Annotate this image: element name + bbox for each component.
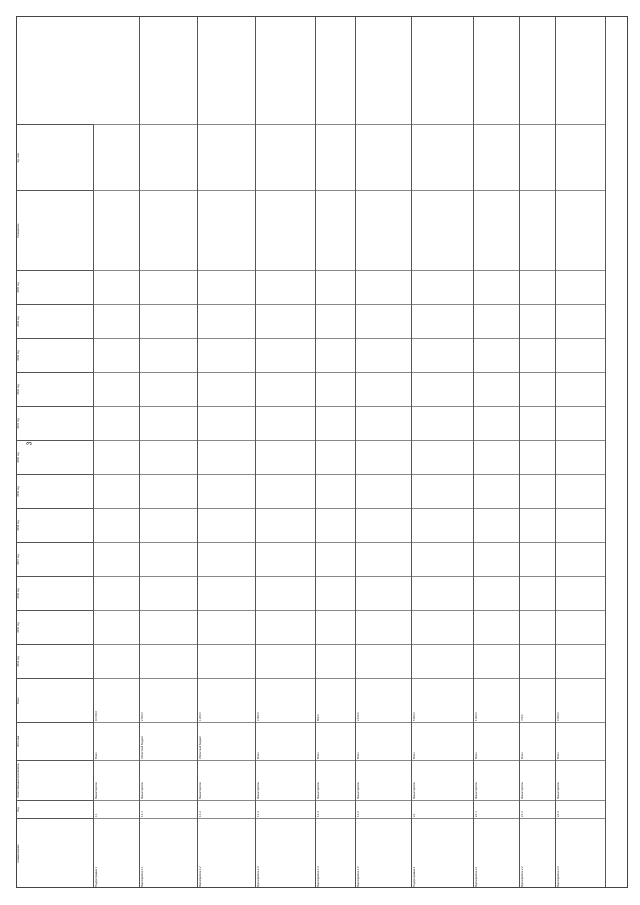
table-cell bbox=[474, 270, 519, 304]
table-cell bbox=[412, 372, 473, 406]
table-cell bbox=[316, 124, 355, 190]
table-cell bbox=[198, 304, 255, 338]
table-cell bbox=[256, 576, 315, 610]
header-label: 2018 год bbox=[17, 520, 20, 531]
table-cell bbox=[520, 508, 555, 542]
table-cell bbox=[556, 304, 605, 338]
table-cell bbox=[520, 270, 555, 304]
table-row bbox=[140, 16, 198, 888]
table-cell bbox=[140, 440, 197, 474]
header-label: Ответственный исполнитель bbox=[17, 763, 20, 798]
table-cell bbox=[256, 372, 315, 406]
table-cell bbox=[556, 542, 605, 576]
table-cell bbox=[94, 270, 139, 304]
header-cell bbox=[16, 722, 94, 760]
header-label: 2014 год bbox=[17, 656, 20, 667]
table-cell: Министерство bbox=[556, 760, 605, 800]
table-cell bbox=[94, 542, 139, 576]
table-cell bbox=[474, 304, 519, 338]
table-cell: 1.1 bbox=[94, 800, 139, 818]
table-cell bbox=[140, 644, 197, 678]
table-cell bbox=[198, 270, 255, 304]
table-cell bbox=[474, 610, 519, 644]
table-cell bbox=[356, 372, 411, 406]
rotated-table bbox=[16, 16, 628, 888]
table-cell: Мероприятие 1.5 bbox=[356, 818, 411, 888]
table-cell bbox=[256, 644, 315, 678]
header-cell bbox=[16, 440, 94, 474]
header-cell bbox=[16, 678, 94, 722]
table-cell bbox=[198, 542, 255, 576]
table-cell bbox=[94, 304, 139, 338]
table-cell bbox=[556, 372, 605, 406]
header-cell bbox=[16, 304, 94, 338]
table-cell bbox=[474, 474, 519, 508]
header-label: Наименование bbox=[17, 844, 20, 863]
table-cell bbox=[412, 610, 473, 644]
table-cell bbox=[412, 474, 473, 508]
table-cell bbox=[140, 542, 197, 576]
table-cell: Всего bbox=[474, 722, 519, 760]
table-cell bbox=[94, 406, 139, 440]
table-cell bbox=[356, 610, 411, 644]
header-cell bbox=[16, 124, 94, 190]
table-cell bbox=[256, 338, 315, 372]
table-cell: Министерство bbox=[412, 760, 473, 800]
table-cell bbox=[316, 270, 355, 304]
table-cell: Министерство bbox=[356, 760, 411, 800]
table-cell bbox=[256, 270, 315, 304]
table-cell: Министерство bbox=[316, 760, 355, 800]
table-cell: Всего bbox=[520, 722, 555, 760]
table-cell bbox=[198, 474, 255, 508]
header-cell bbox=[16, 372, 94, 406]
table-cell bbox=[474, 190, 519, 270]
table-cell bbox=[316, 440, 355, 474]
table-cell: 1.1.5 bbox=[356, 800, 411, 818]
table-cell bbox=[256, 610, 315, 644]
table-row bbox=[198, 16, 256, 888]
table-cell: Всего bbox=[556, 722, 605, 760]
table-cell bbox=[356, 124, 411, 190]
table-cell bbox=[256, 190, 315, 270]
table-cell bbox=[474, 406, 519, 440]
header-cell bbox=[16, 190, 94, 270]
table-cell: Подпрограмма 1 bbox=[94, 818, 139, 888]
table-cell bbox=[316, 644, 355, 678]
table-cell bbox=[94, 372, 139, 406]
table-cell: Мероприятие 1.3 bbox=[256, 818, 315, 888]
table-cell bbox=[356, 190, 411, 270]
table-cell: Министерство bbox=[256, 760, 315, 800]
table-row bbox=[356, 16, 412, 888]
table-cell bbox=[520, 406, 555, 440]
table-cell bbox=[474, 508, 519, 542]
table-cell: Мероприятие 1.2 bbox=[198, 818, 255, 888]
table-cell: 2 100,0 bbox=[356, 678, 411, 722]
table-cell bbox=[256, 474, 315, 508]
table-cell bbox=[556, 474, 605, 508]
header-cell bbox=[16, 508, 94, 542]
table-cell bbox=[198, 406, 255, 440]
table-cell bbox=[256, 124, 315, 190]
table-cell bbox=[316, 406, 355, 440]
table-cell bbox=[198, 190, 255, 270]
header-label: 2017 год bbox=[17, 554, 20, 565]
table-cell bbox=[412, 576, 473, 610]
table-row bbox=[556, 16, 606, 888]
table-cell bbox=[556, 406, 605, 440]
table-cell bbox=[412, 304, 473, 338]
table-cell: 2.1 bbox=[412, 800, 473, 818]
header-label: Всего bbox=[17, 697, 20, 704]
table-cell: 800,0 bbox=[316, 678, 355, 722]
table-cell bbox=[556, 610, 605, 644]
table-cell bbox=[140, 304, 197, 338]
table-cell bbox=[474, 644, 519, 678]
table-cell: Министерство bbox=[94, 760, 139, 800]
table-cell: Мероприятие 2.3 bbox=[556, 818, 605, 888]
table-cell bbox=[198, 338, 255, 372]
table-cell bbox=[474, 542, 519, 576]
header-label: 2016 год bbox=[17, 588, 20, 599]
table-cell bbox=[316, 190, 355, 270]
table-cell bbox=[520, 338, 555, 372]
table-cell: Мероприятие 2.1 bbox=[474, 818, 519, 888]
table-cell: 2.1.3 bbox=[556, 800, 605, 818]
table-cell bbox=[356, 508, 411, 542]
table-cell bbox=[198, 372, 255, 406]
table-cell: Подпрограмма 2 bbox=[412, 818, 473, 888]
table-cell: 1 200,0 bbox=[198, 678, 255, 722]
table-cell bbox=[520, 576, 555, 610]
table-cell bbox=[256, 406, 315, 440]
table-cell bbox=[520, 304, 555, 338]
header-label: 2020 год bbox=[17, 452, 20, 463]
table-cell bbox=[520, 124, 555, 190]
table-cell bbox=[94, 124, 139, 190]
table-body bbox=[94, 16, 606, 888]
table-cell: Всего bbox=[256, 722, 315, 760]
table-cell: Всего bbox=[412, 722, 473, 760]
table-cell bbox=[256, 508, 315, 542]
header-cell bbox=[16, 644, 94, 678]
header-label: 2024 год bbox=[17, 316, 20, 327]
table-cell bbox=[198, 508, 255, 542]
table-cell: Мероприятие 2.2 bbox=[520, 818, 555, 888]
table-cell bbox=[412, 124, 473, 190]
table-cell bbox=[474, 372, 519, 406]
table-row bbox=[316, 16, 356, 888]
table-cell bbox=[140, 338, 197, 372]
header-label: 2019 год bbox=[17, 486, 20, 497]
table-cell bbox=[474, 124, 519, 190]
page-number: 3 bbox=[26, 441, 34, 446]
table-cell bbox=[316, 474, 355, 508]
header-cell bbox=[16, 610, 94, 644]
table-cell bbox=[94, 610, 139, 644]
table-cell bbox=[520, 372, 555, 406]
table-cell bbox=[520, 644, 555, 678]
table-cell bbox=[412, 406, 473, 440]
table-cell: 700,0 bbox=[520, 678, 555, 722]
header-label: 2015 год bbox=[17, 622, 20, 633]
header-label: Код bbox=[17, 807, 20, 812]
table-cell: 2 500,0 bbox=[140, 678, 197, 722]
table-cell: 5 600,0 bbox=[412, 678, 473, 722]
table-cell bbox=[556, 124, 605, 190]
table-cell bbox=[556, 440, 605, 474]
table-cell: Министерство bbox=[474, 760, 519, 800]
header-cell bbox=[16, 818, 94, 888]
table-row bbox=[520, 16, 556, 888]
table-cell: Министерство bbox=[198, 760, 255, 800]
table-cell bbox=[94, 508, 139, 542]
header-cell bbox=[16, 270, 94, 304]
header-label: 2021 год bbox=[17, 418, 20, 429]
table-cell bbox=[140, 124, 197, 190]
table-cell bbox=[520, 440, 555, 474]
table-cell bbox=[412, 644, 473, 678]
table-cell bbox=[140, 610, 197, 644]
table-cell: 2.1.1 bbox=[474, 800, 519, 818]
header-label: 2025 год bbox=[17, 282, 20, 293]
table-cell bbox=[140, 270, 197, 304]
header-label: Ед. изм. bbox=[17, 152, 20, 163]
table-cell bbox=[556, 644, 605, 678]
table-cell bbox=[556, 338, 605, 372]
header-label: 2022 год bbox=[17, 384, 20, 395]
table-cell: 1.1.3 bbox=[256, 800, 315, 818]
table-cell bbox=[256, 440, 315, 474]
header-cell bbox=[16, 474, 94, 508]
table-cell bbox=[316, 576, 355, 610]
table-cell: Всего bbox=[356, 722, 411, 760]
table-cell bbox=[256, 304, 315, 338]
table-cell: Областной бюджет bbox=[198, 722, 255, 760]
header-cell bbox=[16, 760, 94, 800]
header-cell bbox=[16, 576, 94, 610]
table-cell bbox=[356, 338, 411, 372]
table-cell bbox=[316, 508, 355, 542]
table-cell bbox=[474, 576, 519, 610]
table-cell bbox=[412, 270, 473, 304]
table-cell bbox=[316, 372, 355, 406]
table-cell: 1.1.2 bbox=[198, 800, 255, 818]
table-cell: Всего bbox=[94, 722, 139, 760]
table-cell bbox=[198, 124, 255, 190]
table-cell bbox=[256, 542, 315, 576]
table-cell bbox=[356, 270, 411, 304]
table-cell bbox=[556, 508, 605, 542]
header-cell bbox=[16, 542, 94, 576]
table-cell: 1 900,0 bbox=[474, 678, 519, 722]
table-cell bbox=[356, 474, 411, 508]
table-cell: Мероприятие 1.1 bbox=[140, 818, 197, 888]
table-cell bbox=[140, 372, 197, 406]
table-cell bbox=[140, 576, 197, 610]
table-cell bbox=[520, 610, 555, 644]
table-cell bbox=[94, 576, 139, 610]
table-cell bbox=[316, 610, 355, 644]
header-label: 2023 год bbox=[17, 350, 20, 361]
table-row bbox=[474, 16, 520, 888]
table-cell bbox=[198, 610, 255, 644]
table-cell bbox=[556, 576, 605, 610]
table-cell: Министерство bbox=[140, 760, 197, 800]
table-cell: 3 000,0 bbox=[556, 678, 605, 722]
table-cell: Мероприятие 1.4 bbox=[316, 818, 355, 888]
header-label: Показатель bbox=[17, 223, 20, 238]
table-cell: Всего bbox=[316, 722, 355, 760]
table-cell bbox=[520, 542, 555, 576]
table-cell bbox=[556, 190, 605, 270]
table-cell bbox=[316, 542, 355, 576]
table-cell bbox=[356, 440, 411, 474]
header-cell bbox=[16, 406, 94, 440]
table-cell bbox=[140, 508, 197, 542]
table-cell bbox=[356, 542, 411, 576]
table-row bbox=[256, 16, 316, 888]
header-cell bbox=[16, 338, 94, 372]
table-cell bbox=[94, 644, 139, 678]
table-cell bbox=[316, 338, 355, 372]
table-cell bbox=[412, 338, 473, 372]
table-cell: 1.1.4 bbox=[316, 800, 355, 818]
table-cell: 1.1.1 bbox=[140, 800, 197, 818]
table-cell: 10 000,0 bbox=[94, 678, 139, 722]
table-cell bbox=[198, 440, 255, 474]
table-cell bbox=[140, 406, 197, 440]
table-cell bbox=[412, 508, 473, 542]
table-cell: 3 400,0 bbox=[256, 678, 315, 722]
table-cell bbox=[356, 644, 411, 678]
table-row bbox=[412, 16, 474, 888]
table-cell bbox=[94, 338, 139, 372]
table-cell: Министерство bbox=[520, 760, 555, 800]
table-cell bbox=[474, 338, 519, 372]
table-cell bbox=[198, 644, 255, 678]
table-cell bbox=[140, 474, 197, 508]
table-cell bbox=[356, 576, 411, 610]
table-cell bbox=[412, 542, 473, 576]
table-cell: Областной бюджет bbox=[140, 722, 197, 760]
table-cell bbox=[198, 576, 255, 610]
table-cell bbox=[556, 270, 605, 304]
table-cell bbox=[94, 190, 139, 270]
table-row bbox=[94, 16, 140, 888]
table-cell bbox=[94, 440, 139, 474]
table-cell bbox=[316, 304, 355, 338]
table-cell bbox=[412, 440, 473, 474]
table-cell bbox=[520, 190, 555, 270]
header-cell bbox=[16, 800, 94, 818]
table-cell bbox=[356, 304, 411, 338]
table-header bbox=[16, 16, 94, 888]
table-cell bbox=[140, 190, 197, 270]
table-cell bbox=[520, 474, 555, 508]
table-cell bbox=[412, 190, 473, 270]
table-cell bbox=[356, 406, 411, 440]
header-label: Источник bbox=[17, 735, 20, 748]
table-cell: 2.1.2 bbox=[520, 800, 555, 818]
table-cell bbox=[94, 474, 139, 508]
table-cell bbox=[474, 440, 519, 474]
